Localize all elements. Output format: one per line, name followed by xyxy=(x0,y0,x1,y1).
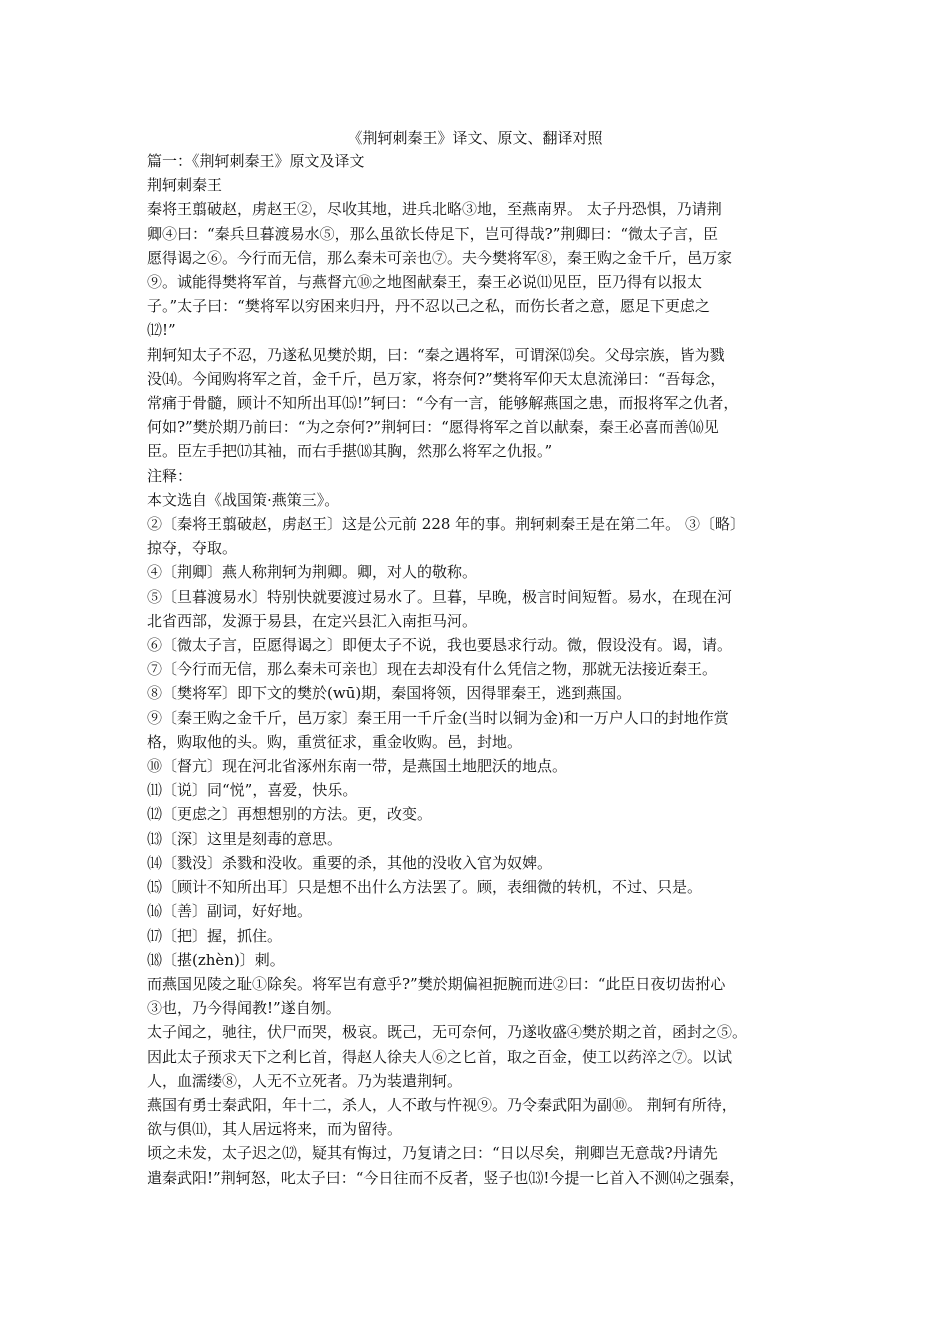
paragraph xyxy=(147,560,817,584)
paragraph xyxy=(147,512,817,560)
paragraph xyxy=(147,802,817,826)
text-line: ⑦〔今行而无信，那么秦未可亲也〕现在去却没有什么凭信之物，那就无法接近秦王。 xyxy=(147,660,718,679)
text-line: 子。”太子曰：“樊将军以穷困来归丹，丹不忍以己之私，而伤长者之意，愿足下更虑之 xyxy=(147,297,710,316)
paragraph xyxy=(147,1093,817,1141)
text-line: 欲与俱⑾，其人居远将来，而为留待。 xyxy=(147,1120,403,1139)
paragraph xyxy=(147,1141,817,1189)
text-line: 荆轲知太子不忍，乃遂私见樊於期，曰：“秦之遇将军，可谓深⒀矣。父母宗族，皆为戮 xyxy=(147,345,725,364)
text-line: 因此太子预求天下之利匕首，得赵人徐夫人⑥之匕首，取之百金，使工以药淬之⑦。以试 xyxy=(147,1047,733,1066)
text-line: ⑿〔更虑之〕再想想别的方法。更，改变。 xyxy=(147,805,433,824)
text-line: 臣。臣左手把⒄其袖，而右手揕⒅其胸，然那么将军之仇报。” xyxy=(147,442,553,461)
text-line: ⒄〔把〕握，抓住。 xyxy=(147,926,283,945)
text-line: ⒃〔善〕副词，好好地。 xyxy=(147,902,313,921)
text-line: 顷之未发，太子迟之⑿，疑其有悔过，乃复请之曰：“日以尽矣，荆卿岂无意哉?丹请先 xyxy=(147,1144,718,1163)
text-line: 掠夺，夺取。 xyxy=(147,539,238,558)
text-line: 常痛于骨髓，顾计不知所出耳⒂!”轲曰：“今有一言，能够解燕国之患，而报将军之仇者， xyxy=(147,394,739,413)
text-line: ⑿!” xyxy=(147,321,176,340)
text-line: ⑨〔秦王购之金千斤，邑万家〕秦王用一千斤金(当时以铜为金)和一万户人口的封地作赏 xyxy=(147,708,729,727)
paragraph xyxy=(147,488,817,512)
paragraph xyxy=(147,899,817,923)
section-heading xyxy=(147,149,817,173)
paragraph xyxy=(147,875,817,899)
text-line: 燕国有勇士秦武阳，年十二，杀人，人不敢与忤视⑨。乃令秦武阳为副⑩。 荆轲有所待， xyxy=(147,1095,737,1114)
text-line: ⒂〔顾计不知所出耳〕只是想不出什么方法罢了。顾，表细微的转机，不过、只是。 xyxy=(147,878,703,897)
text-line: ⑨。诚能得樊将军首，与燕督亢⑩之地图献秦王，秦王必说⑾见臣，臣乃得有以报太 xyxy=(147,273,703,292)
paragraph xyxy=(147,972,817,1020)
text-line: ⒅〔揕(zhèn)〕刺。 xyxy=(147,950,285,969)
text-line: 本文选自《战国策·燕策三》。 xyxy=(147,490,340,509)
paragraph-list xyxy=(147,197,817,1189)
paragraph xyxy=(147,948,817,972)
article-subtitle xyxy=(147,173,817,197)
paragraph xyxy=(147,197,817,342)
text-line: ⑧〔樊将军〕即下文的樊於(wū)期，秦国将领，因得罪秦王，逃到燕国。 xyxy=(147,684,632,703)
text-line: 荆轲刺秦王 xyxy=(147,176,223,195)
text-line: 格，购取他的头。购，重赏征求，重金收购。邑，封地。 xyxy=(147,732,523,751)
text-line: 没⒁。今闻购将军之首，金千斤，邑万家，将奈何?”樊将军仰天太息流涕曰：“吾每念， xyxy=(147,369,726,388)
document-body xyxy=(147,149,817,1190)
text-line: ⒁〔戮没〕杀戮和没收。重要的杀，其他的没收入官为奴婢。 xyxy=(147,853,553,872)
paragraph xyxy=(147,681,817,705)
text-line: ②〔秦将王翦破赵，虏赵王〕这是公元前 228 年的事。荆轲刺秦王是在第二年。 ③〔略〕 xyxy=(147,515,745,534)
paragraph xyxy=(147,827,817,851)
paragraph xyxy=(147,464,817,488)
paragraph xyxy=(147,1020,817,1093)
paragraph xyxy=(147,706,817,754)
paragraph xyxy=(147,585,817,633)
text-line: ④〔荆卿〕燕人称荆轲为荆卿。卿，对人的敬称。 xyxy=(147,563,478,582)
text-line: 注释： xyxy=(147,466,193,485)
document-title: 《荆轲刺秦王》译文、原文、翻译对照 xyxy=(347,129,603,147)
text-line: 何如?”樊於期乃前曰：“为之奈何?”荆轲曰：“愿得将军之首以献秦，秦王必喜而善⒃见 xyxy=(147,418,719,437)
text-line: 太子闻之，驰往，伏尸而哭，极哀。既己，无可奈何，乃遂收盛④樊於期之首，函封之⑤。 xyxy=(147,1023,748,1042)
text-line: 而燕国见陵之耻①除矣。将军岂有意乎?”樊於期偏袒扼腕而进②曰：“此臣日夜切齿拊心 xyxy=(147,974,726,993)
text-line: ⑩〔督亢〕现在河北省涿州东南一带，是燕国土地肥沃的地点。 xyxy=(147,757,568,776)
text-line: 卿④曰：“秦兵旦暮渡易水⑤，那么虽欲长侍足下，岂可得哉?”荆卿曰：“微太子言，臣 xyxy=(147,224,719,243)
paragraph xyxy=(147,343,817,464)
text-line: ⑾〔说〕同“悦”，喜爱，快乐。 xyxy=(147,781,358,800)
text-line: 北省西部，发源于易县，在定兴县汇入南拒马河。 xyxy=(147,611,478,630)
paragraph xyxy=(147,754,817,778)
text-line: 篇一：《荆轲刺秦王》原文及译文 xyxy=(147,152,365,170)
paragraph xyxy=(147,657,817,681)
paragraph xyxy=(147,924,817,948)
text-line: 愿得谒之⑥。今行而无信，那么秦未可亲也⑦。夫今樊将军⑧，秦王购之金千斤，邑万家 xyxy=(147,248,733,267)
text-line: 秦将王翦破赵，虏赵王②，尽收其地，进兵北略③地，至燕南界。 太子丹恐惧，乃请荆 xyxy=(147,200,722,219)
paragraph xyxy=(147,633,817,657)
text-line: ⑥〔微太子言，臣愿得谒之〕即便太子不说，我也要恳求行动。微，假设没有。谒，请。 xyxy=(147,636,733,655)
paragraph xyxy=(147,851,817,875)
text-line: ⒀〔深〕这里是刻毒的意思。 xyxy=(147,829,343,848)
text-line: ⑤〔旦暮渡易水〕特别快就要渡过易水了。旦暮，早晚，极言时间短暂。易水，在现在河 xyxy=(147,587,733,606)
text-line: ③也，乃今得闻教!”遂自刎。 xyxy=(147,999,341,1018)
text-line: 人，血濡缕⑧，人无不立死者。乃为装遣荆轲。 xyxy=(147,1071,463,1090)
paragraph xyxy=(147,778,817,802)
text-line: 遣秦武阳!”荆轲怒，叱太子曰：“今日往而不反者，竖子也⒀!今提一匕首入不测⒁之强秦， xyxy=(147,1168,745,1187)
